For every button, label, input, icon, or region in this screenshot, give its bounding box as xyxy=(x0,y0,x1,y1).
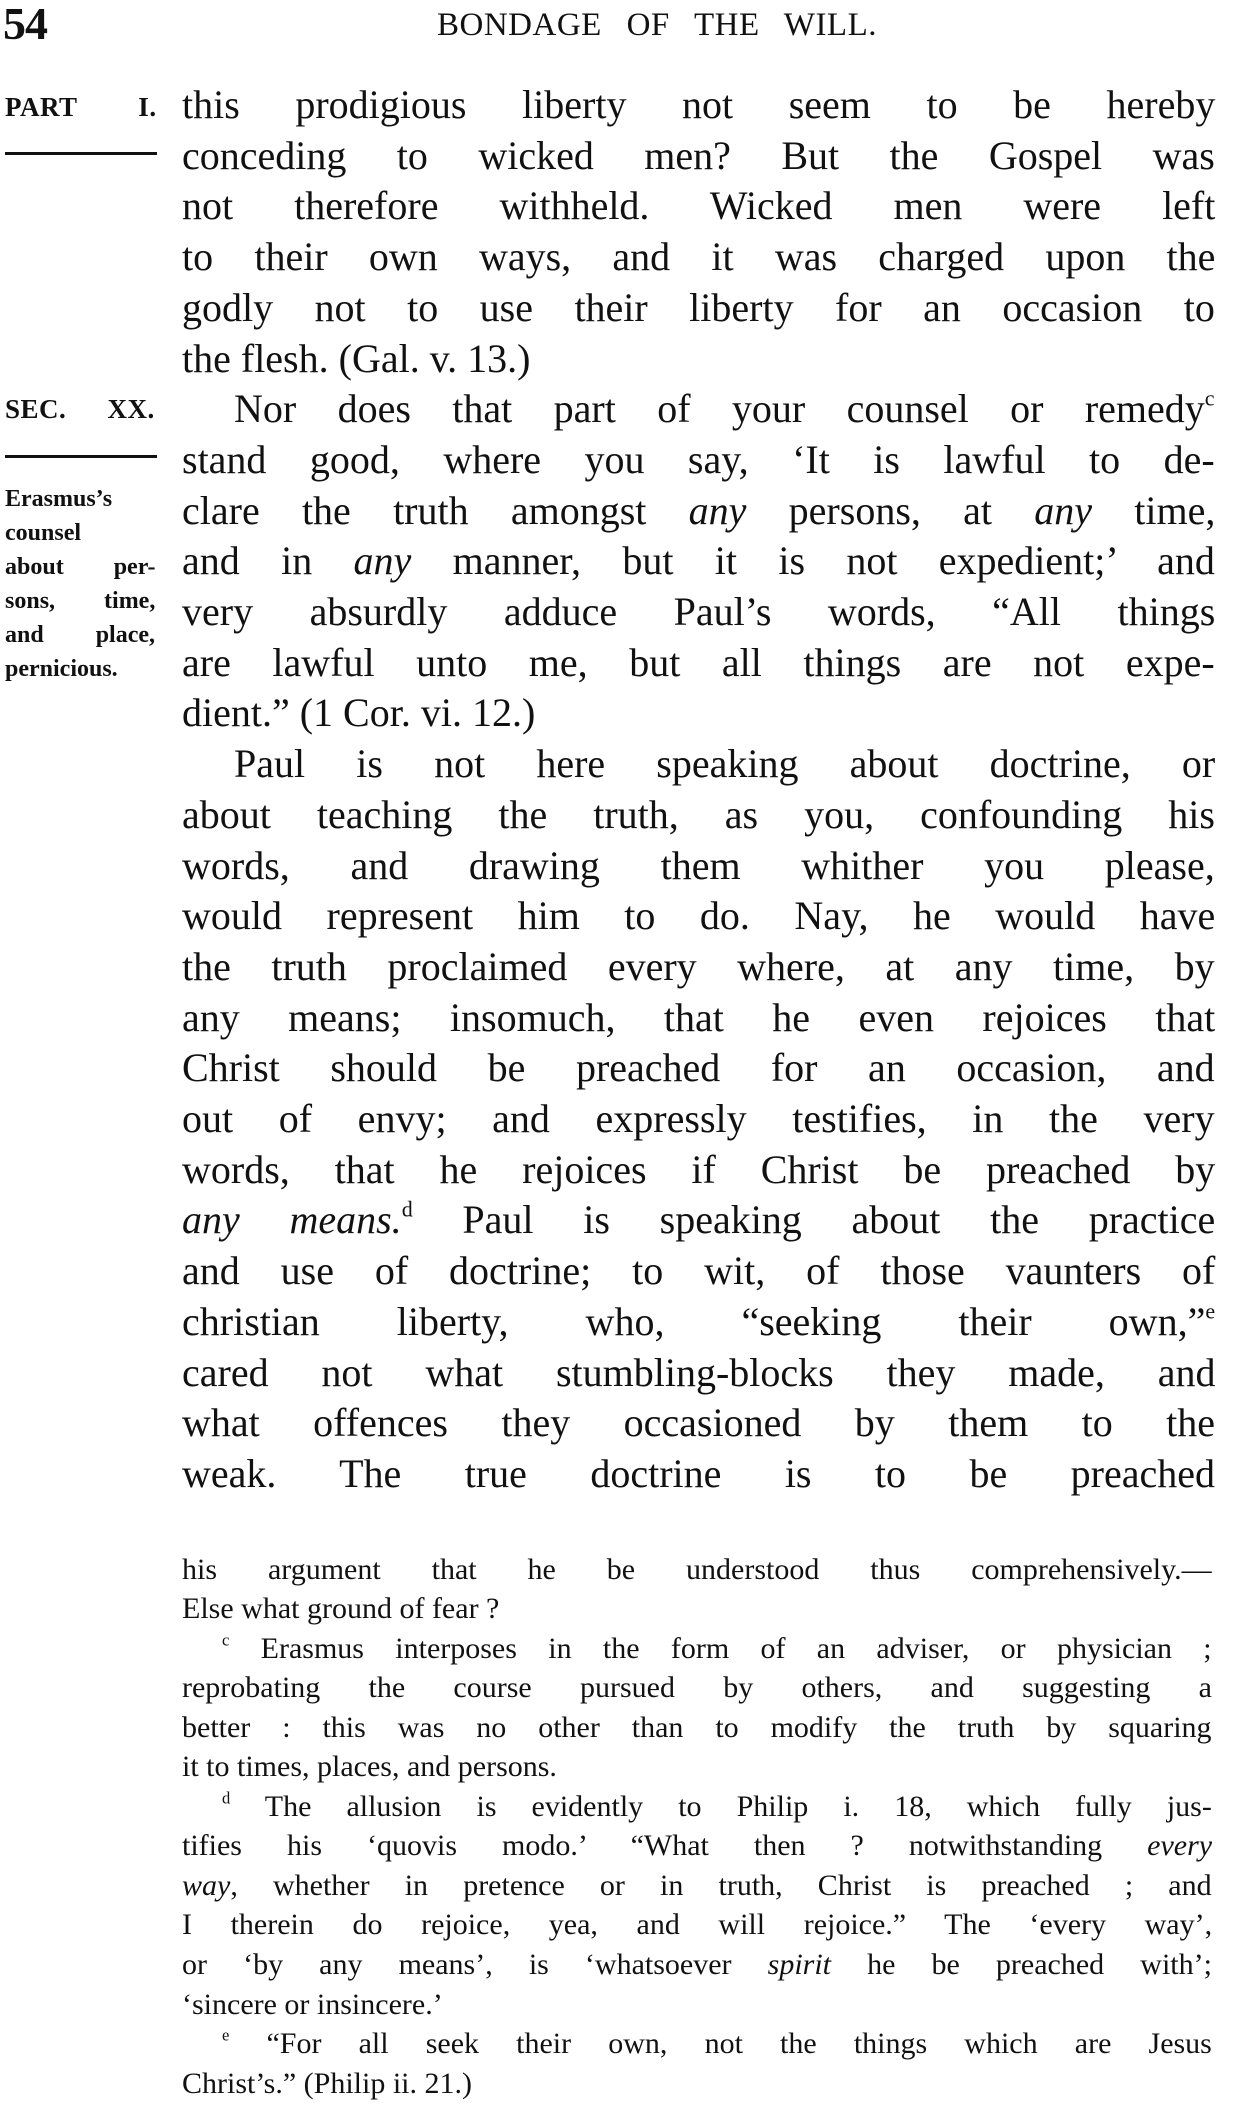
text-line xyxy=(182,536,1215,586)
text-line xyxy=(182,1094,1215,1144)
text-line xyxy=(222,2024,1212,2064)
text-segment: or ‘by any means’, is ‘whatsoever xyxy=(182,1948,768,1981)
text-line xyxy=(182,1668,1212,1708)
text-segment: this prodigious liberty not seem to be hereby xyxy=(182,82,1216,127)
text-segment: any xyxy=(353,538,412,584)
text-line xyxy=(182,435,1215,485)
text-segment: Christ should be preached for an occasion, and xyxy=(182,1045,1215,1091)
footnote-marker: c xyxy=(222,1630,230,1650)
text-line xyxy=(182,688,535,738)
text-line xyxy=(182,2064,472,2104)
text-line xyxy=(182,1985,443,2025)
text-segment: words, that he rejoices if Christ be preached by xyxy=(182,1146,1216,1192)
text-line xyxy=(182,131,1215,181)
text-line xyxy=(182,638,1215,688)
text-line xyxy=(182,891,1215,941)
text-line xyxy=(182,993,1215,1043)
text-segment: any means. xyxy=(182,1197,402,1243)
text-segment: he be preached with’; xyxy=(831,1948,1212,1981)
text-segment: cared not what stumbling-blocks they made, and xyxy=(182,1349,1216,1395)
section-label: SEC. XX. xyxy=(5,394,155,424)
text-segment: persons, at xyxy=(746,487,1035,533)
text-segment: not therefore withheld. Wicked men were left xyxy=(182,183,1216,229)
text-line xyxy=(182,1866,1212,1906)
footnote-marker: c xyxy=(1204,385,1215,411)
text-segment: what offences they occasioned by them to the xyxy=(182,1400,1216,1446)
text-segment: better : this was no other than to modify the truth by squaring xyxy=(182,1710,1212,1744)
text-line xyxy=(182,1826,1212,1866)
text-line xyxy=(182,1195,1215,1245)
text-line xyxy=(182,1145,1215,1195)
footnote-marker: e xyxy=(1205,1298,1216,1324)
text-line xyxy=(182,942,1215,992)
text-line xyxy=(182,283,1215,333)
text-segment: way xyxy=(182,1868,231,1902)
text-segment: his argument that he be understood thus comprehensively.— xyxy=(182,1552,1212,1586)
text-line xyxy=(182,1747,557,1787)
text-line xyxy=(222,1787,1212,1827)
text-line xyxy=(182,1246,1215,1296)
margin-note-line: sons, time, xyxy=(5,588,156,614)
text-line xyxy=(182,1398,1215,1448)
text-segment: tifies his ‘quovis modo.’ “What then ? notwithstanding xyxy=(182,1829,1148,1863)
text-segment: every xyxy=(1147,1829,1213,1863)
text-line xyxy=(182,334,530,384)
text-segment: christian liberty, who, “seeking their own,” xyxy=(182,1298,1206,1344)
text-segment: manner, but it is not expedient;’ and xyxy=(411,538,1215,584)
text-segment: dient.” (1 Cor. vi. 12.) xyxy=(182,690,536,736)
text-segment: Paul is not here speaking about doctrine, or xyxy=(234,741,1216,787)
text-segment: I therein do rejoice, yea, and will rejoice.” The ‘every way’, xyxy=(182,1908,1213,1942)
text-line xyxy=(182,486,1215,536)
text-segment: the flesh. (Gal. v. 13.) xyxy=(182,335,531,381)
text-segment: “For all seek their own, not the things which are Jesus xyxy=(229,2027,1212,2061)
text-line xyxy=(182,790,1215,840)
text-line xyxy=(182,587,1215,637)
text-segment: stand good, where you say, ‘It is lawful to de- xyxy=(182,436,1215,482)
text-segment: Else what ground of fear ? xyxy=(182,1592,500,1626)
text-line xyxy=(234,739,1215,789)
text-segment: any xyxy=(688,487,747,533)
text-segment: , whether in pretence or in truth, Christ is preached ; and xyxy=(230,1868,1212,1902)
text-line xyxy=(182,841,1215,891)
text-line xyxy=(234,384,1215,434)
text-segment: to their own ways, and it was charged upon the xyxy=(182,234,1216,280)
text-line xyxy=(182,1589,499,1629)
text-segment: godly not to use their liberty for an occasion to xyxy=(182,284,1215,330)
text-line xyxy=(182,232,1215,282)
text-segment: the truth proclaimed every where, at any time, by xyxy=(182,943,1215,989)
text-segment: Paul is speaking about the practice xyxy=(412,1197,1216,1243)
text-segment: any means; insomuch, that he even rejoices that xyxy=(182,994,1216,1040)
text-segment: out of envy; and expressly testifies, in the very xyxy=(182,1096,1215,1141)
text-line xyxy=(182,1297,1215,1347)
text-segment: weak. The true doctrine is to be preached xyxy=(182,1450,1215,1496)
text-segment: reprobating the course pursued by others, and suggesting a xyxy=(182,1671,1212,1705)
text-line xyxy=(182,1945,1212,1985)
text-segment: words, and drawing them whither you please, xyxy=(182,842,1215,888)
text-segment: Nor does that part of your counsel or remedy xyxy=(234,386,1205,432)
text-segment: Christ’s.” (Philip ii. 21.) xyxy=(182,2066,473,2100)
horizontal-rule xyxy=(5,455,157,458)
footnote-marker: d xyxy=(401,1196,413,1222)
text-segment: time, xyxy=(1092,487,1216,533)
text-line xyxy=(182,1905,1212,1945)
horizontal-rule xyxy=(5,152,157,155)
text-line xyxy=(182,181,1215,231)
text-line xyxy=(182,1449,1215,1499)
text-segment: conceding to wicked men? But the Gospel was xyxy=(182,132,1215,178)
text-segment: and use of doctrine; to wit, of those vaunters of xyxy=(182,1248,1216,1294)
footnote-marker: e xyxy=(222,2025,230,2045)
text-segment: ‘sincere or insincere.’ xyxy=(182,1987,443,2021)
footnote-marker: d xyxy=(222,1788,231,1808)
text-line xyxy=(222,1629,1212,1669)
text-segment: very absurdly adduce Paul’s words, “All things xyxy=(182,589,1216,634)
page-number: 54 xyxy=(3,0,47,49)
margin-note-line: counsel xyxy=(5,520,82,546)
text-segment: any xyxy=(1034,487,1093,533)
margin-note-line: and place, xyxy=(5,622,156,648)
text-line xyxy=(182,80,1215,130)
margin-note-line: Erasmus’s xyxy=(5,486,113,512)
text-segment: Erasmus interposes in the form of an adviser, or physician ; xyxy=(229,1631,1212,1665)
text-line xyxy=(182,1550,1212,1590)
text-segment: clare the truth amongst xyxy=(182,487,689,533)
text-segment: it to times, places, and persons. xyxy=(182,1750,557,1784)
margin-note-line: pernicious. xyxy=(5,656,118,682)
margin-note-line: about per- xyxy=(5,554,156,580)
running-title: BONDAGE OF THE WILL. xyxy=(437,7,877,43)
text-segment: are lawful unto me, but all things are not expe- xyxy=(182,639,1215,685)
text-line xyxy=(182,1348,1215,1398)
text-line xyxy=(182,1708,1212,1748)
text-segment: and in xyxy=(182,538,354,584)
part-label: PART I. xyxy=(5,92,157,122)
text-segment: spirit xyxy=(767,1948,831,1981)
text-line xyxy=(182,1043,1215,1093)
text-segment: The allusion is evidently to Philip i. 18, which fully jus- xyxy=(230,1789,1212,1823)
text-segment: about teaching the truth, as you, confounding his xyxy=(182,791,1215,837)
text-segment: would represent him to do. Nay, he would have xyxy=(182,893,1216,939)
